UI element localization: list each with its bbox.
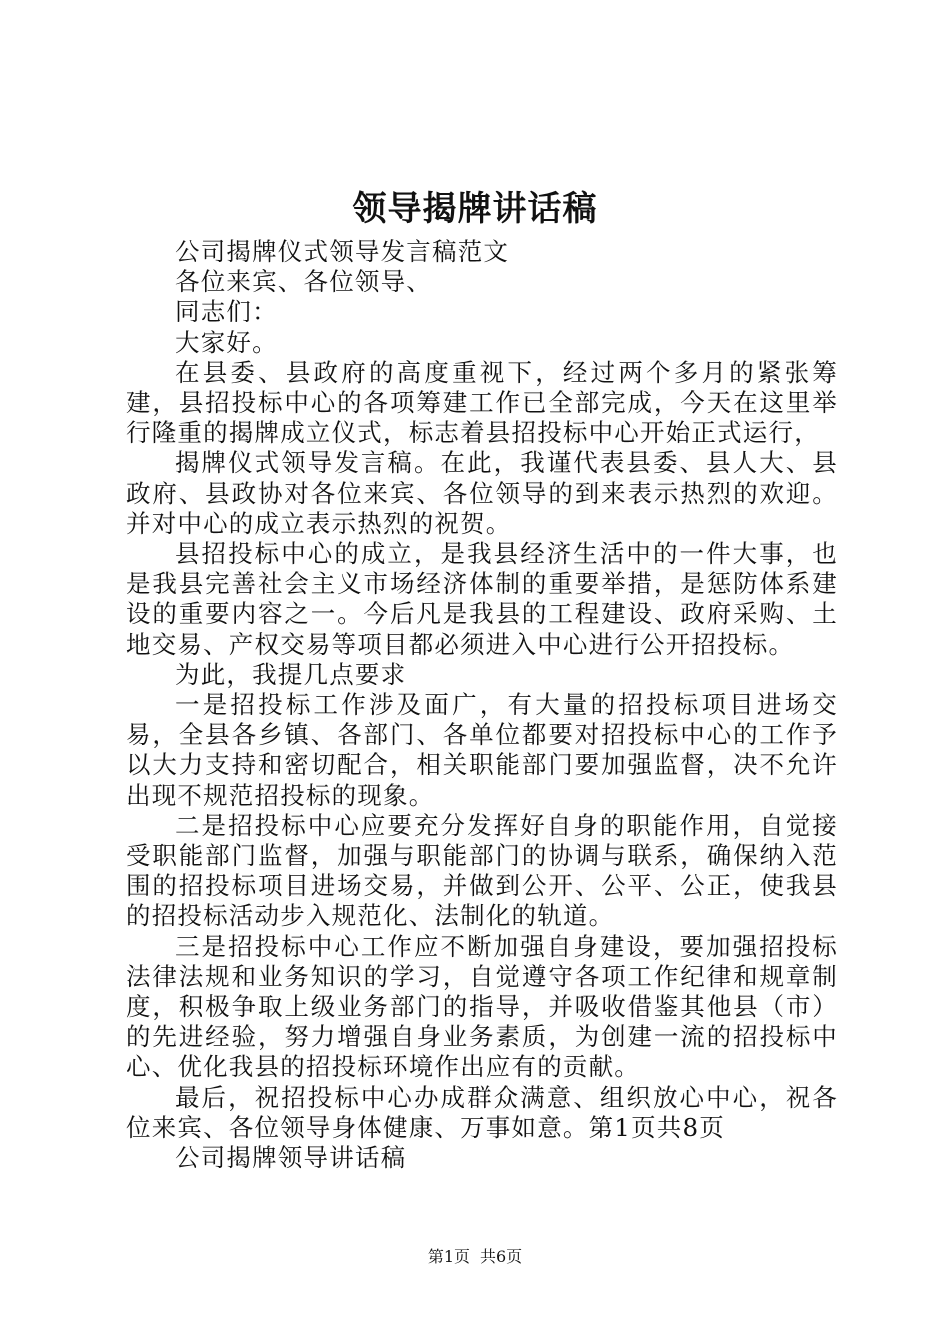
paragraph: 公司揭牌仪式领导发言稿范文 <box>175 237 510 266</box>
paragraph: 在县委、县政府的高度重视下，经过两个多月的紧张筹建，县招投标中心的各项筹建工作已全部完成，今天在这里举行隆重的揭牌成立仪式，标志着县招投标中心开始正式运行， <box>126 357 838 448</box>
page-total: 共6页 <box>480 1247 523 1266</box>
paragraph: 各位来宾、各位领导、 <box>175 267 432 297</box>
paragraph: 为此，我提几点要求 <box>175 659 407 689</box>
paragraph: 同志们： <box>175 297 278 327</box>
paragraph: 揭牌仪式领导发言稿。在此，我谨代表县委、县人大、县政府、县政协对各位来宾、各位领导的到来表示热烈的欢迎。并对中心的成立表示热烈的祝贺。 <box>126 448 838 538</box>
paragraph: 三是招投标中心工作应不断加强自身建设，要加强招投标法律法规和业务知识的学习，自觉遵守各项工作纪律和规章制度，积极争取上级业务部门的指导，并吸收借鉴其他县（市）的先进经验，努力增强自身业务素质，为创建一流的招投标中心、优化我县的招投标环境作出应有的贡献。 <box>126 931 838 1082</box>
paragraph: 大家好。 <box>175 327 278 357</box>
paragraph: 公司揭牌领导讲话稿 <box>175 1143 407 1173</box>
paragraph: 县招投标中心的成立，是我县经济生活中的一件大事，也是我县完善社会主义市场经济体制的重要举措，是惩防体系建设的重要内容之一。今后凡是我县的工程建设、政府采购、土地交易、产权交易等项目都必须进入中心进行公开招投标。 <box>126 539 838 659</box>
page-number: 第1页 <box>427 1247 470 1266</box>
paragraph: 一是招投标工作涉及面广，有大量的招投标项目进场交易，全县各乡镇、各部门、各单位都要对招投标中心的工作予以大力支持和密切配合，相关职能部门要加强监督，决不允许出现不规范招投标的现象。 <box>126 690 838 810</box>
document-title: 领导揭牌讲话稿 <box>352 189 598 229</box>
document-body <box>126 237 838 1173</box>
paragraph: 二是招投标中心应要充分发挥好自身的职能作用，自觉接受职能部门监督，加强与职能部门的协调与联系，确保纳入范围的招投标项目进场交易，并做到公开、公平、公正，使我县的招投标活动步入规范化、法制化的轨道。 <box>126 810 838 931</box>
page-footer <box>0 1246 950 1268</box>
paragraph: 最后，祝招投标中心办成群众满意、组织放心中心，祝各位来宾、各位领导身体健康、万事如意。第1页共8页 <box>126 1082 838 1142</box>
